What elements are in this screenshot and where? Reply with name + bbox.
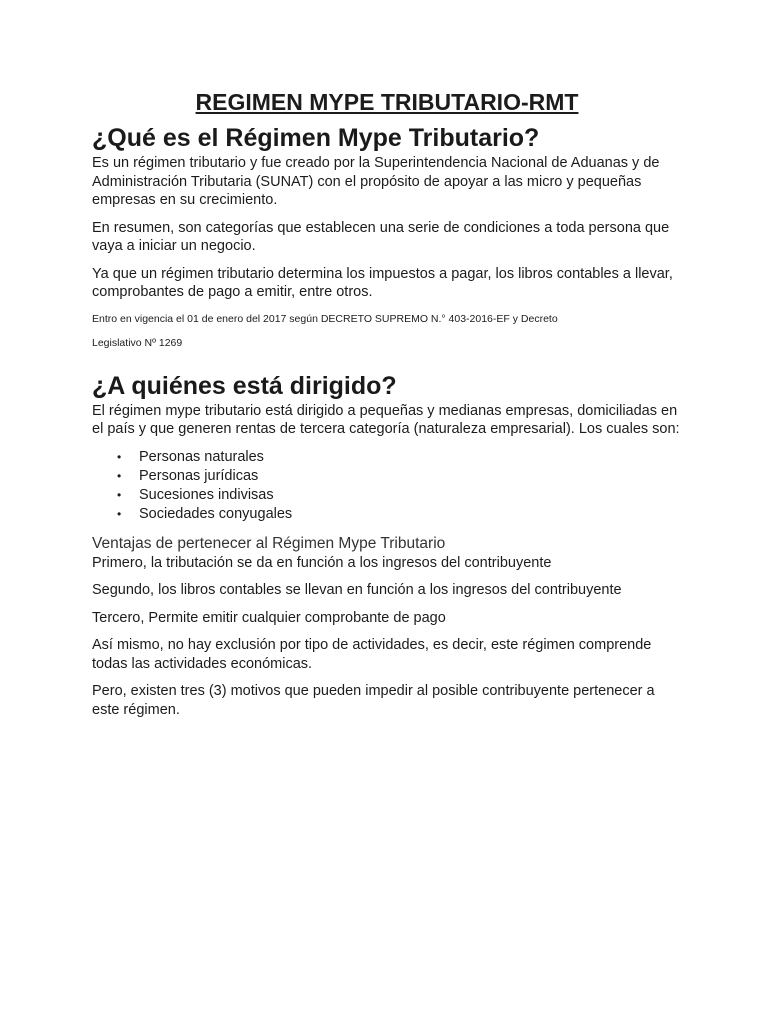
paragraph: Tercero, Permite emitir cualquier comprobante de pago — [92, 609, 446, 626]
bullet-icon: • — [117, 487, 122, 502]
paragraph: Es un régimen tributario y fue creado por la Superintendencia Nacional de Aduanas y de Administración Tributaria (SUNAT) con el propósito de apoyar a las micro y pequeñas empresas en su crecimiento. — [92, 155, 660, 208]
list-item — [117, 505, 682, 524]
paragraph: Ya que un régimen tributario determina los impuestos a pagar, los libros contables a llevar, comprobantes de pago a emitir, entre otros. — [92, 265, 673, 300]
list-item — [117, 448, 682, 467]
paragraph: Primero, la tributación se da en función a los ingresos del contribuyente — [92, 554, 552, 571]
document-content — [92, 86, 682, 719]
bullet-icon: • — [117, 468, 122, 483]
list-item-text: Sociedades conyugales — [139, 505, 293, 522]
paragraph: Segundo, los libros contables se llevan en función a los ingresos del contribuyente — [92, 582, 622, 598]
section-heading-target: ¿A quiénes está dirigido? — [92, 371, 397, 400]
list-item-text: Personas jurídicas — [139, 467, 259, 484]
legal-note-line-1: Entro en vigencia el 01 de enero del 2017 según DECRETO SUPREMO N.° 403-2016-EF y Decreto — [92, 312, 558, 325]
bullet-list — [92, 448, 682, 524]
paragraph: Pero, existen tres (3) motivos que pueden impedir al posible contribuyente pertenecer a este régimen. — [92, 683, 655, 718]
section-heading-advantages: Ventajas de pertenecer al Régimen Mype Tributario — [92, 534, 446, 552]
bullet-icon: • — [117, 506, 122, 521]
list-item-text: Sucesiones indivisas — [139, 486, 274, 503]
list-item — [117, 467, 682, 486]
paragraph: Así mismo, no hay exclusión por tipo de actividades, es decir, este régimen comprende todas las actividades económicas. — [92, 637, 652, 672]
document-title: REGIMEN MYPE TRIBUTARIO-RMT — [195, 89, 579, 115]
paragraph: En resumen, son categorías que establecen una serie de condiciones a toda persona que vaya a iniciar un negocio. — [92, 219, 670, 254]
legal-note-line-2: Legislativo Nº 1269 — [92, 336, 183, 349]
list-item — [117, 486, 682, 505]
section-heading-what-is: ¿Qué es el Régimen Mype Tributario? — [92, 124, 540, 152]
paragraph: El régimen mype tributario está dirigido a pequeñas y medianas empresas, domiciliadas en el país y que generen rentas de tercera categoría (naturaleza empresarial). Los cuales son: — [92, 402, 680, 437]
list-item-text: Personas naturales — [139, 448, 264, 465]
bullet-icon: • — [117, 449, 122, 464]
